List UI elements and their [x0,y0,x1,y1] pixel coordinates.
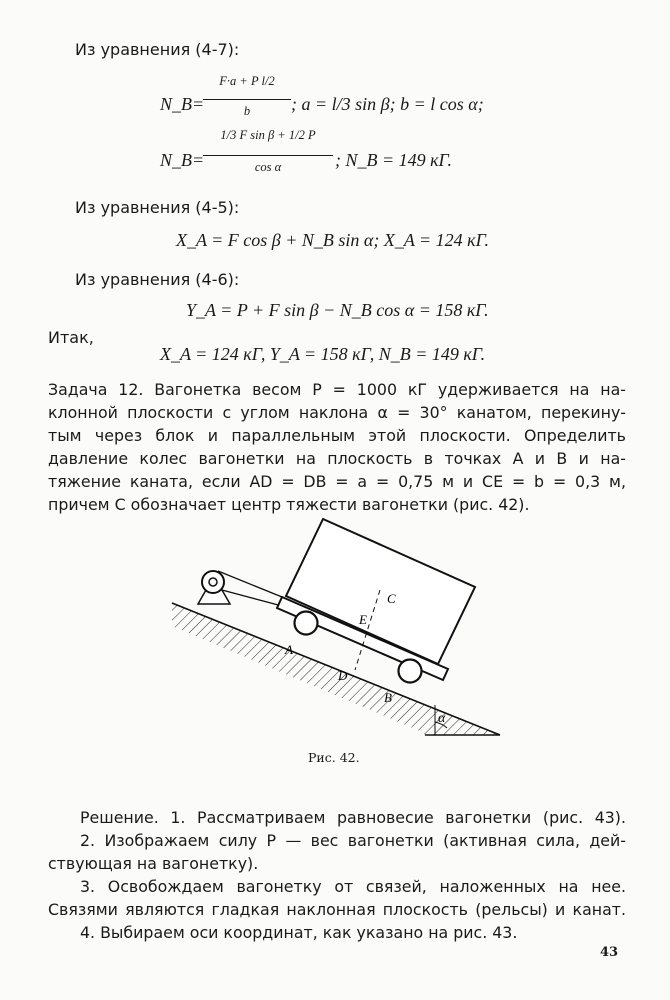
figure-caption: Рис. 42. [308,750,360,765]
fraction2-denominator: cos α [254,160,282,174]
solution-line: 4. Выбираем оси координат, как указано на рис. 43. [80,923,518,942]
pulley-axle [209,578,217,586]
nb-lhs-1: N_B= [160,94,205,114]
result-formula: X_A = 124 кГ, Y_A = 158 кГ, N_B = 149 кГ. [160,344,486,364]
eq47-heading: Из уравнения (4-7): [75,40,240,59]
problem-line: причем C обозначает центр тяжести вагонетки (рис. 42). [48,495,530,514]
wheel-a [295,612,318,635]
fraction2-numerator: 1/3 F sin β + 1/2 P [220,128,316,142]
fraction1-rest: ; a = l/3 sin β; b = l cos α; [291,94,484,114]
problem-line: тяжение каната, если AD = DB = a = 0,75 м и CE = b = 0,3 м, [48,472,626,491]
fraction1-numerator: F·a + P l/2 [219,74,275,88]
eq45-heading: Из уравнения (4-5): [75,198,240,217]
wheel-b [399,660,422,683]
eq46-formula: Y_A = P + F sin β − N_B cos α = 158 кГ. [186,300,489,320]
eq45-formula: X_A = F cos β + N_B sin α; X_A = 124 кГ. [176,230,489,250]
solution-line: 2. Изображаем силу P — вес вагонетки (активная сила, дей- [80,831,626,850]
solution-line: Связями являются гладкая наклонная плоскость (рельсы) и канат. [48,900,626,919]
label-b: B [384,690,392,705]
label-c: C [387,591,396,606]
result-label: Итак, [48,328,94,347]
nb-lhs-2: N_B= [160,150,205,170]
problem-line: тым через блок и параллельным этой плоскости. Определить [48,426,626,445]
label-alpha: α [438,711,446,726]
solution-line: ствующая на вагонетку). [48,854,259,873]
label-a: A [285,642,293,657]
solution-text [48,806,626,944]
solution-line: Решение. 1. Рассматриваем равновесие вагонетки (рис. 43). [80,808,626,827]
label-d: D [338,668,348,683]
fraction1-denominator: b [243,104,251,118]
problem-line: давление колес вагонетки на плоскость в точках A и B и на- [48,449,626,468]
rope-lower [222,590,282,606]
problem-line: клонной плоскости с углом наклона α = 30° канатом, перекину- [48,403,626,422]
solution-line: 3. Освобождаем вагонетку от связей, наложенных на нее. [80,877,626,896]
page-number: 43 [600,945,619,960]
fraction2-rest: ; N_B = 149 кГ. [335,150,452,170]
label-e: E [359,612,367,627]
problem-line: Задача 12. Вагонетка весом P = 1000 кГ удерживается на на- [48,380,626,399]
rope [218,571,282,597]
eq46-heading: Из уравнения (4-6): [75,270,240,289]
